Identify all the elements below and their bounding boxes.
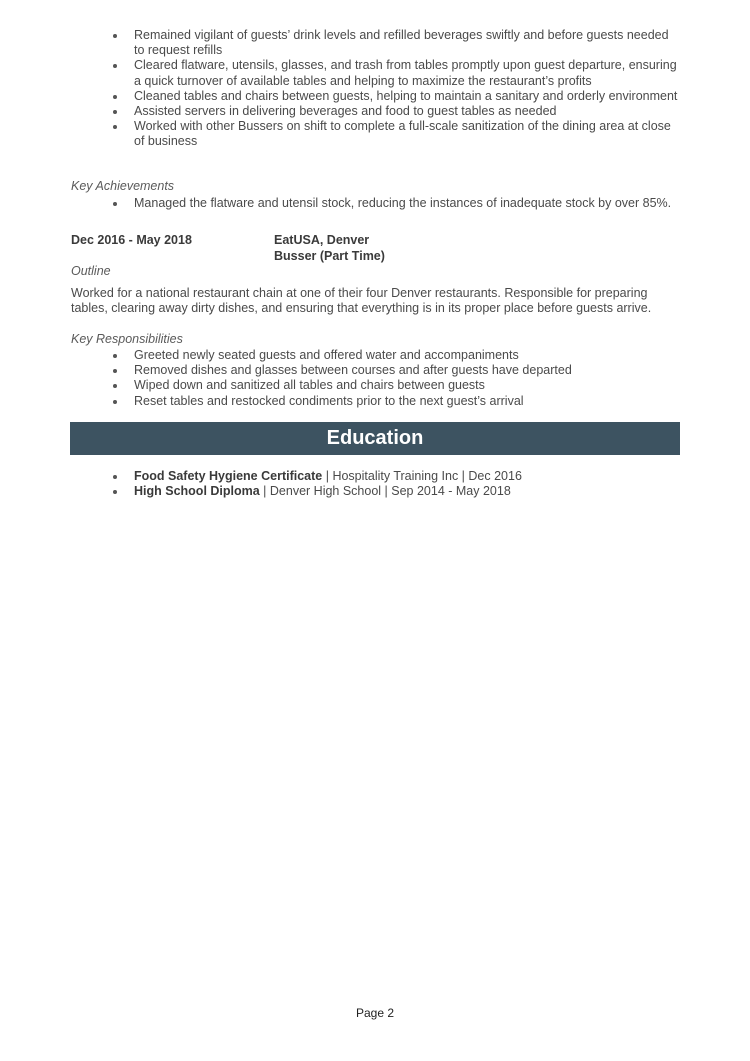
list-item: Wiped down and sanitized all tables and chairs between guests — [71, 378, 681, 393]
key-achievements-label: Key Achievements — [71, 179, 175, 193]
job-employer: EatUSA, Denver — [274, 233, 370, 247]
list-item: Cleaned tables and chairs between guests, helping to maintain a sanitary and orderly environment — [71, 89, 681, 104]
education-details: | Hospitality Training Inc | Dec 2016 — [322, 469, 522, 483]
page-number: Page 2 — [355, 1006, 395, 1020]
education-details: | Denver High School | Sep 2014 - May 2018 — [259, 484, 511, 499]
key-responsibilities-label: Key Responsibilities — [71, 332, 183, 346]
education-list — [71, 469, 681, 499]
outline-text: Worked for a national restaurant chain at one of their four Denver restaurants. Responsible for preparing tables, clearing away dirty dishes, and ensuring that everything is in its proper place before guests arrive. — [71, 286, 652, 316]
list-item: Managed the flatware and utensil stock, reducing the instances of inadequate stock by over 85%. — [71, 196, 681, 211]
key-responsibilities-block — [71, 332, 681, 409]
job-dates: Dec 2016 - May 2018 — [71, 233, 192, 247]
list-item: Reset tables and restocked condiments prior to the next guest’s arrival — [71, 394, 681, 409]
list-item: Greeted newly seated guests and offered water and accompaniments — [71, 348, 681, 363]
list-item — [71, 469, 681, 484]
list-item — [71, 484, 681, 499]
key-responsibilities-list — [71, 348, 681, 409]
list-item: Worked with other Bussers on shift to complete a full-scale sanitization of the dining area at close of business — [71, 119, 681, 149]
list-item: Removed dishes and glasses between courses and after guests have departed — [71, 363, 681, 378]
key-achievements-list — [71, 196, 681, 211]
education-name: High School Diploma — [134, 484, 260, 499]
continued-responsibility-list — [71, 28, 681, 150]
job-outline-block — [71, 264, 681, 317]
list-item: Remained vigilant of guests’ drink levels and refilled beverages swiftly and before guests needed to request refills — [71, 28, 681, 58]
job-title: Busser (Part Time) — [274, 248, 385, 263]
continued-responsibilities — [71, 28, 681, 150]
list-item: Cleared flatware, utensils, glasses, and trash from tables promptly upon guest departure, ensuring a quick turnover of available tables and helping to maximize the restaurant’s profits — [71, 58, 681, 88]
outline-label: Outline — [71, 264, 111, 278]
list-item: Assisted servers in delivering beverages and food to guest tables as needed — [71, 104, 681, 119]
education-heading-bar — [70, 422, 680, 455]
education-block — [71, 469, 681, 499]
job-info — [274, 233, 385, 264]
key-achievements-block — [71, 179, 681, 211]
education-name: Food Safety Hygiene Certificate — [134, 469, 323, 483]
education-heading: Education — [326, 427, 424, 449]
